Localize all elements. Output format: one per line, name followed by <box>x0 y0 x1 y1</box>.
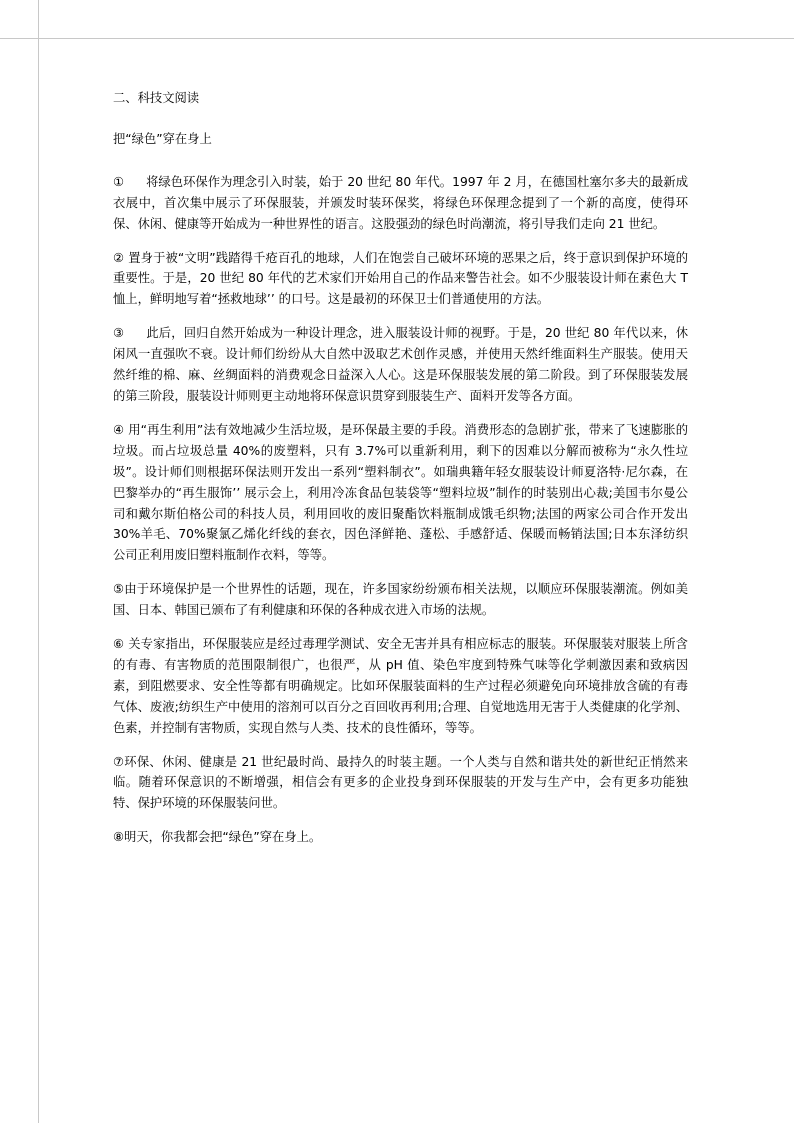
paragraph-marker: ③ <box>113 326 125 341</box>
body-paragraph <box>113 420 688 566</box>
document-content <box>113 88 688 848</box>
page-border-top-rule <box>0 38 794 39</box>
section-heading: 二、科技文阅读 <box>113 91 200 105</box>
paragraph-marker: ⑦ <box>113 754 125 769</box>
paragraph-marker: ⑥ <box>113 637 125 652</box>
paragraph-text: 用“再生利用”法有效地减少生活垃圾，是环保最主要的手段。消费形态的急剧扩张，带来了飞速膨胀的垃圾。而占垃圾总量 40%的废塑料，只有 3.7%可以重新利用，剩下的因难以分解而被称为“永久性垃圾”。设计师们则根据环保法则开发出一系列“塑料制衣”。如瑞典籍年轻女服装设计师夏洛特·尼尔森，在巴黎举办的“再生服饰’’ 展示会上，利用冷冻食品包装袋等“塑料垃圾”制作的时装别出心裁;美国韦尔曼公司和戴尔斯伯格公司的科技人员，利用回收的废旧聚酯饮料瓶制成饿毛织物;法国的两家公司合作开发出 30%羊毛、70%聚氯乙烯化纤线的套衣，因色泽鲜艳、蓬松、手感舒适、保暖而畅销法国;日本东泽纺织公司正利用废旧塑料瓶制作衣料，等等。 <box>113 422 689 563</box>
paragraph-text: 置身于被“文明”践踏得千疮百孔的地球，人们在饱尝自己破坏环境的恶果之后，终于意识到保护环境的重要性。于是，20 世纪 80 年代的艺术家们开始用自己的作品来警告社会。如不少服装设计师在素色大 T 恤上，鲜明地写着“拯救地球’’ 的口号。这是最初的环保卫士们普通使用的方法。 <box>113 250 689 307</box>
body-paragraph <box>113 634 688 739</box>
paragraph-text: 明天，你我都会把“绿色”穿在身上。 <box>124 830 322 845</box>
paragraph-list <box>113 172 688 848</box>
paragraph-text: 此后，回归自然开始成为一种设计理念，进入服装设计师的视野。于是，20 世纪 80 年代以来，休闲风一直强吹不衰。设计师们纷纷从大自然中汲取艺术创作灵感，并使用天然纤维面料生产服装。使用天然纤维的棉、麻、丝绸面料的消费观念日益深入人心。这是环保服装发展的第二阶段。到了环保服装发展的第三阶段，服装设计师则更主动地将环保意识贯穿到服装生产、面料开发等各方面。 <box>113 326 688 403</box>
paragraph-text: 由于环境保护是一个世界性的话题，现在，许多国家纷纷颁布相关法规，以顺应环保服装潮流。例如美国、日本、韩国已颁布了有利健康和环保的各种成衣进入市场的法规。 <box>113 582 688 618</box>
body-paragraph <box>113 827 688 848</box>
paragraph-marker: ② <box>113 250 125 265</box>
body-paragraph <box>113 172 688 235</box>
paragraph-text: 将绿色环保作为理念引入时装，始于 20 世纪 80 年代。1997 年 2 月，在德国杜塞尔多夫的最新成衣展中，首次集中展示了环保服装，并颁发时装环保奖，将绿色环保理念提到了一个新的高度，使得环保、休闲、健康等开始成为一种世界性的语言。这股强劲的绿色时尚潮流，将引导我们走向 21 世纪。 <box>113 174 688 231</box>
page-border-left-rule <box>38 0 39 1123</box>
body-paragraph <box>113 579 688 621</box>
paragraph-marker: ⑧ <box>113 830 125 845</box>
paragraph-text: 环保、休闲、健康是 21 世纪最时尚、最持久的时装主题。一个人类与自然和谐共处的新世纪正悄然来临。随着环保意识的不断增强，相信会有更多的企业投身到环保服装的开发与生产中，会有更多功能独特、保护环境的环保服装问世。 <box>113 754 689 811</box>
article-title: 把“绿色”穿在身上 <box>113 131 212 146</box>
paragraph-marker: ⑤ <box>113 582 125 597</box>
paragraph-marker: ④ <box>113 422 125 437</box>
paragraph-text: 关专家指出，环保服装应是经过毒理学测试、安全无害并具有相应标志的服装。环保服装对服装上所含的有毒、有害物质的范围限制很广，也很严，从 pH 值、染色牢度到特殊气味等化学刺激因素和致病因素，到阻燃要求、安全性等都有明确规定。比如环保服装面料的生产过程必须避免向环境排放含硫的有毒气体、废液;纺织生产中使用的溶剂可以百分之百回收再利用;合理、自觉地选用无害于人类健康的化学剂、色素，并控制有害物质，实现自然与人类、技术的良性循环，等等。 <box>113 637 688 735</box>
body-paragraph <box>113 752 688 815</box>
paragraph-marker: ① <box>113 174 125 189</box>
body-paragraph <box>113 248 688 311</box>
body-paragraph <box>113 323 688 407</box>
